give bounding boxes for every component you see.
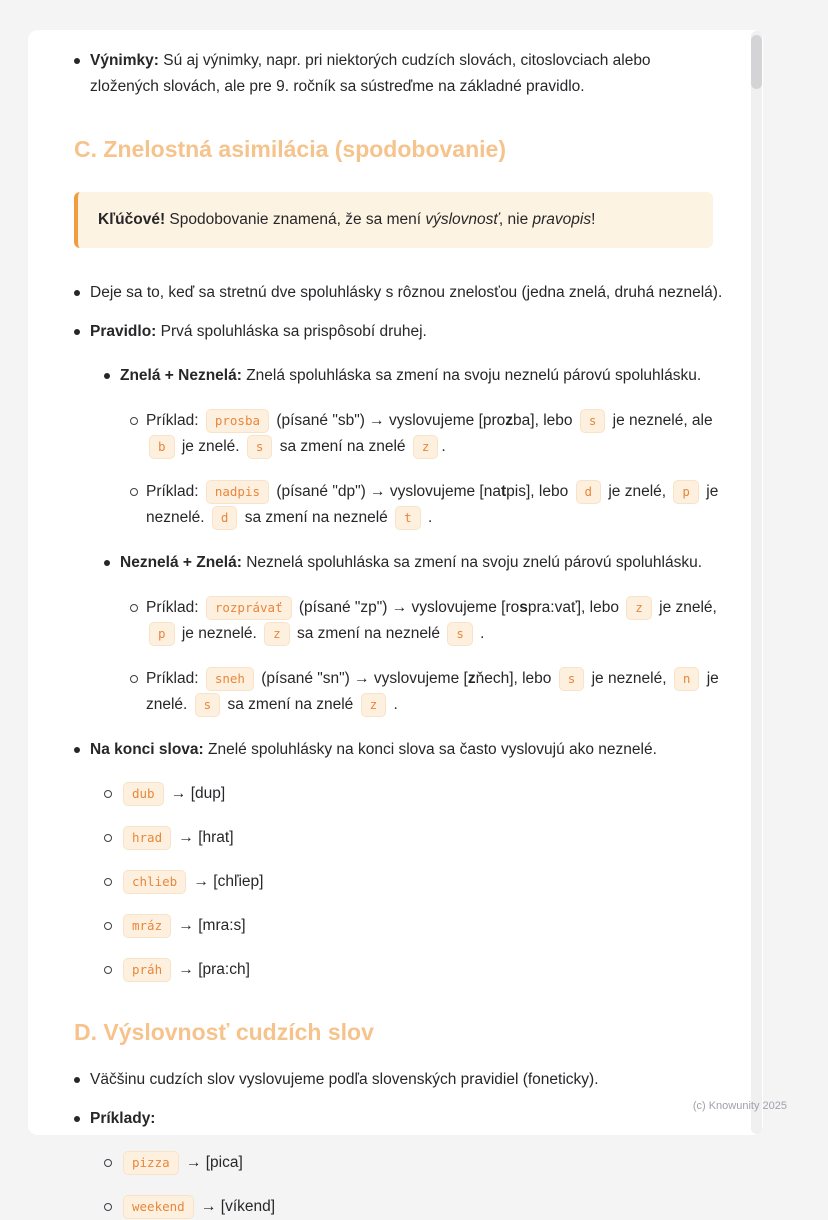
text-run: Prvá spoluhláska sa prispôsobí druhej. bbox=[156, 323, 427, 340]
inline-code: n bbox=[674, 667, 700, 691]
inline-code: p bbox=[149, 622, 175, 646]
disc-bullet-icon bbox=[74, 329, 80, 335]
bold-run: Znelá + Neznelá: bbox=[120, 367, 242, 384]
italic-run: výslovnosť bbox=[425, 211, 499, 228]
text-run: . bbox=[441, 438, 446, 455]
text-run: sa zmení na neznelé bbox=[240, 509, 393, 526]
text-run: je znelé. bbox=[177, 438, 244, 455]
list-item-text bbox=[120, 1150, 723, 1176]
circle-bullet-icon bbox=[104, 878, 112, 886]
text-run: je znelé. bbox=[146, 670, 719, 713]
bold-run: Príklady: bbox=[90, 1110, 156, 1127]
inline-code: dub bbox=[123, 782, 164, 806]
text-run: → [dup] bbox=[166, 785, 226, 802]
text-run: je neznelé, bbox=[587, 670, 671, 687]
bullet-marker bbox=[104, 957, 120, 974]
list-item bbox=[28, 1106, 723, 1132]
bullet-marker bbox=[104, 781, 120, 798]
list-item bbox=[28, 408, 723, 460]
bold-run: Kľúčové! bbox=[98, 211, 166, 228]
circle-bullet-icon bbox=[104, 966, 112, 974]
bold-run: Výnimky: bbox=[90, 52, 159, 69]
bullet-marker bbox=[104, 1194, 120, 1211]
list-item-text bbox=[90, 319, 723, 345]
bold-run: t bbox=[500, 483, 507, 500]
bullet-marker bbox=[104, 869, 120, 886]
inline-code: mráz bbox=[123, 914, 171, 938]
list-item-text bbox=[120, 1194, 723, 1220]
inline-code: p bbox=[673, 480, 699, 504]
text-run: , nie bbox=[498, 211, 533, 228]
inline-code: d bbox=[212, 506, 238, 530]
list-item bbox=[28, 737, 723, 763]
list-item bbox=[28, 319, 723, 345]
list-item-text bbox=[90, 1106, 723, 1132]
list-item bbox=[28, 1150, 723, 1176]
inline-code: s bbox=[195, 693, 221, 717]
list-item bbox=[28, 280, 723, 306]
inline-code: práh bbox=[123, 958, 171, 982]
bullet-marker bbox=[130, 666, 146, 683]
inline-code: s bbox=[447, 622, 473, 646]
list-item bbox=[28, 1194, 723, 1220]
list-item bbox=[28, 595, 723, 647]
list-item bbox=[28, 550, 723, 576]
inline-code: s bbox=[247, 435, 273, 459]
text-run: ňech], lebo bbox=[475, 670, 556, 687]
disc-bullet-icon bbox=[74, 747, 80, 753]
text-run: → [mra:s] bbox=[174, 917, 246, 934]
inline-code: s bbox=[580, 409, 606, 433]
text-run: → [víkend] bbox=[196, 1198, 276, 1215]
text-run: je neznelé. bbox=[146, 483, 719, 526]
text-run: ! bbox=[591, 211, 596, 228]
circle-bullet-icon bbox=[104, 834, 112, 842]
text-run: je neznelé, ale bbox=[608, 412, 713, 429]
list-item bbox=[28, 363, 723, 389]
bullet-marker bbox=[74, 280, 90, 296]
bold-run: Na konci slova: bbox=[90, 741, 204, 758]
bullet-marker bbox=[74, 1067, 90, 1083]
text-run: → [pica] bbox=[181, 1154, 243, 1171]
text-run: Príklad: bbox=[146, 412, 203, 429]
inline-code: pizza bbox=[123, 1151, 179, 1175]
inline-code: z bbox=[361, 693, 387, 717]
callout bbox=[74, 192, 713, 248]
list-item-text bbox=[90, 737, 723, 763]
bold-run: z bbox=[505, 412, 514, 429]
text-run: (písané "dp") → vyslovujeme [na bbox=[272, 483, 501, 500]
list-item bbox=[28, 666, 723, 718]
list-item-text bbox=[146, 595, 723, 647]
bullet-marker bbox=[104, 363, 120, 379]
list-item bbox=[28, 869, 723, 895]
bold-run: Neznelá + Znelá: bbox=[120, 554, 242, 571]
text-run: je znelé, bbox=[654, 599, 717, 616]
list-item bbox=[28, 825, 723, 851]
inline-code: t bbox=[395, 506, 421, 530]
text-run: pra:vať], lebo bbox=[527, 599, 624, 616]
text-run: Znelá spoluhláska sa zmení na svoju neznelú párovú spoluhlásku. bbox=[241, 367, 702, 384]
bullet-marker bbox=[74, 1106, 90, 1122]
bold-run: s bbox=[519, 599, 528, 616]
inline-code: z bbox=[626, 596, 652, 620]
bullet-marker bbox=[74, 319, 90, 335]
list-item-text bbox=[120, 363, 723, 389]
bullet-marker bbox=[130, 408, 146, 425]
list-item bbox=[28, 1067, 723, 1093]
text-run: Sú aj výnimky, napr. pri niektorých cudzích slovách, citoslovciach alebo zložených slovách, ale pre 9. ročník sa sústreďme na základné pravidlo. bbox=[90, 52, 651, 95]
text-run: Príklad: bbox=[146, 483, 203, 500]
list-item-text bbox=[120, 957, 723, 983]
text-run: → [hrat] bbox=[174, 829, 234, 846]
bullet-marker bbox=[104, 825, 120, 842]
inline-code: z bbox=[413, 435, 439, 459]
text-run: Spodobovanie znamená, že sa mení bbox=[165, 211, 426, 228]
list-item bbox=[28, 479, 723, 531]
circle-bullet-icon bbox=[130, 675, 138, 683]
list-item-text bbox=[90, 280, 723, 306]
text-run: . bbox=[389, 696, 398, 713]
bullet-marker bbox=[104, 1150, 120, 1167]
list-item-text bbox=[120, 869, 723, 895]
text-run: (písané "zp") → vyslovujeme [ro bbox=[294, 599, 520, 616]
list-item-text bbox=[120, 913, 723, 939]
inline-code: sneh bbox=[206, 667, 254, 691]
bullet-marker bbox=[104, 913, 120, 930]
section-heading: C. Znelostná asimilácia (spodobovanie) bbox=[74, 136, 506, 162]
text-run: Príklad: bbox=[146, 599, 203, 616]
bullet-marker bbox=[74, 48, 90, 64]
inline-code: nadpis bbox=[206, 480, 269, 504]
disc-bullet-icon bbox=[104, 560, 110, 566]
circle-bullet-icon bbox=[130, 417, 138, 425]
text-run: ba], lebo bbox=[513, 412, 577, 429]
bold-run: Pravidlo: bbox=[90, 323, 157, 340]
document-content bbox=[28, 30, 763, 1220]
footer-watermark: (c) Knowunity 2025 bbox=[692, 1100, 787, 1112]
text-run: → [chľiep] bbox=[189, 873, 264, 890]
text-run: . bbox=[423, 509, 433, 526]
inline-code: z bbox=[264, 622, 290, 646]
text-run: je neznelé. bbox=[177, 625, 262, 642]
inline-code: chlieb bbox=[123, 870, 186, 894]
circle-bullet-icon bbox=[104, 790, 112, 798]
list-item bbox=[28, 48, 723, 100]
text-run: → [pra:ch] bbox=[174, 961, 250, 978]
text-run: sa zmení na znelé bbox=[275, 438, 410, 455]
text-run: Neznelá spoluhláska sa zmení na svoju znelú párovú spoluhlásku. bbox=[241, 554, 702, 571]
circle-bullet-icon bbox=[130, 604, 138, 612]
inline-code: d bbox=[576, 480, 602, 504]
text-run: Väčšinu cudzích slov vyslovujeme podľa slovenských pravidiel (foneticky). bbox=[90, 1071, 599, 1088]
bullet-marker bbox=[130, 479, 146, 496]
inline-code: s bbox=[559, 667, 585, 691]
circle-bullet-icon bbox=[130, 488, 138, 496]
scrollbar-thumb[interactable] bbox=[751, 35, 762, 89]
text-run: sa zmení na znelé bbox=[223, 696, 358, 713]
list-item-text bbox=[146, 479, 723, 531]
bold-run: z bbox=[467, 670, 476, 687]
disc-bullet-icon bbox=[74, 58, 80, 64]
list-item-text bbox=[120, 550, 723, 576]
list-item-text bbox=[90, 1067, 723, 1093]
text-run: Deje sa to, keď sa stretnú dve spoluhlásky s rôznou znelosťou (jedna znelá, druhá neznelá). bbox=[90, 284, 723, 301]
text-run: (písané "sb") → vyslovujeme [pro bbox=[272, 412, 506, 429]
list-item-text bbox=[120, 825, 723, 851]
bullet-marker bbox=[130, 595, 146, 612]
text-run: je znelé, bbox=[604, 483, 671, 500]
list-item-text bbox=[120, 781, 723, 807]
text-run: Príklad: bbox=[146, 670, 203, 687]
inline-code: prosba bbox=[206, 409, 269, 433]
scrollbar-track[interactable] bbox=[751, 31, 762, 1134]
list-item bbox=[28, 957, 723, 983]
list-item-text bbox=[146, 408, 723, 460]
disc-bullet-icon bbox=[74, 1116, 80, 1122]
bullet-marker bbox=[74, 737, 90, 753]
content-card bbox=[28, 30, 763, 1215]
list-item bbox=[28, 913, 723, 939]
text-run: . bbox=[475, 625, 485, 642]
disc-bullet-icon bbox=[74, 1077, 80, 1083]
text-run: sa zmení na neznelé bbox=[292, 625, 445, 642]
bullet-marker bbox=[104, 550, 120, 566]
inline-code: weekend bbox=[123, 1195, 194, 1219]
disc-bullet-icon bbox=[74, 290, 80, 296]
list-item-text bbox=[90, 48, 723, 100]
callout-text bbox=[98, 207, 693, 233]
circle-bullet-icon bbox=[104, 1203, 112, 1211]
list-item-text bbox=[146, 666, 723, 718]
circle-bullet-icon bbox=[104, 1159, 112, 1167]
inline-code: hrad bbox=[123, 826, 171, 850]
text-run: (písané "sn") → vyslovujeme [ bbox=[256, 670, 468, 687]
inline-code: b bbox=[149, 435, 175, 459]
text-run: Znelé spoluhlásky na konci slova sa často vyslovujú ako neznelé. bbox=[203, 741, 657, 758]
section-heading: D. Výslovnosť cudzích slov bbox=[74, 1019, 374, 1045]
italic-run: pravopis bbox=[532, 211, 592, 228]
inline-code: rozprávať bbox=[206, 596, 292, 620]
disc-bullet-icon bbox=[104, 373, 110, 379]
text-run: pis], lebo bbox=[506, 483, 573, 500]
list-item bbox=[28, 781, 723, 807]
circle-bullet-icon bbox=[104, 922, 112, 930]
